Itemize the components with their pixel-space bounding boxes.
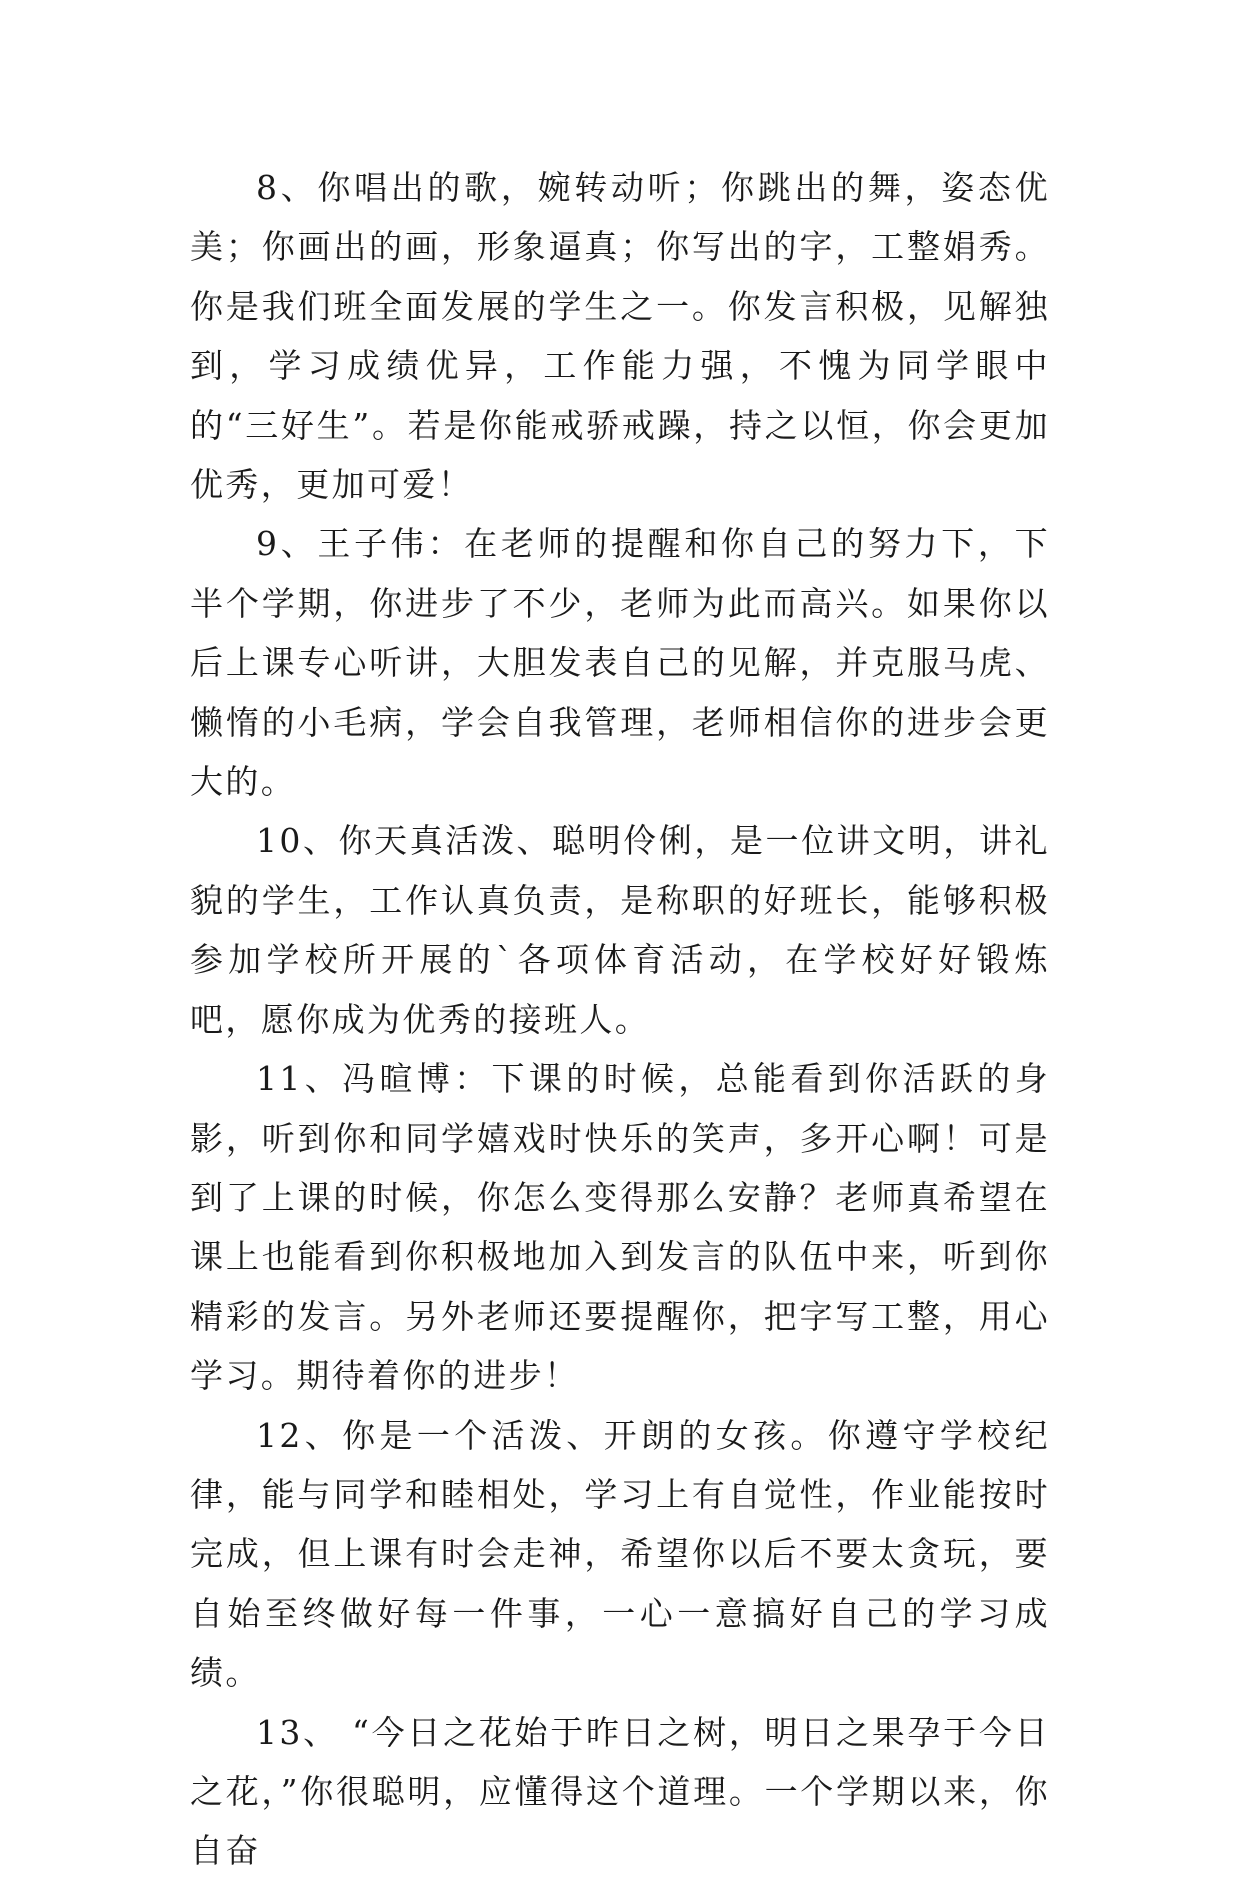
paragraph-8: 8、你唱出的歌，婉转动听；你跳出的舞，姿态优美；你画出的画，形象逼真；你写出的字，工整娟秀。你是我们班全面发展的学生之一。你发言积极，见解独到，学习成绩优异，工作能力强，不愧为同学眼中的“三好生”。若是你能戒骄戒躁，持之以恒，你会更加优秀，更加可爱！ — [190, 168, 1050, 505]
paragraph-11: 11、冯暄博：下课的时候，总能看到你活跃的身影，听到你和同学嬉戏时快乐的笑声，多开心啊！可是到了上课的时候，你怎么变得那么安静？老师真希望在课上也能看到你积极地加入到发言的队伍中来，听到你精彩的发言。另外老师还要提醒你，把字写工整，用心学习。期待着你的进步！ — [190, 1059, 1050, 1396]
paragraph-12: 12、你是一个活泼、开朗的女孩。你遵守学校纪律，能与同学和睦相处，学习上有自觉性，作业能按时完成，但上课有时会走神，希望你以后不要太贪玩，要自始至终做好每一件事，一心一意搞好自己的学习成绩。 — [190, 1415, 1050, 1693]
paragraph-10: 10、你天真活泼、聪明伶俐，是一位讲文明，讲礼貌的学生，工作认真负责，是称职的好班长，能够积极参加学校所开展的`各项体育活动，在学校好好锻炼吧，愿你成为优秀的接班人。 — [190, 821, 1050, 1039]
document-body — [190, 158, 1050, 1881]
paragraph-9: 9、王子伟：在老师的提醒和你自己的努力下，下半个学期，你进步了不少，老师为此而高兴。如果你以后上课专心听讲，大胆发表自己的见解，并克服马虎、懒惰的小毛病，学会自我管理，老师相信你的进步会更大的。 — [190, 524, 1050, 802]
paragraph-13: 13、 “今日之花始于昨日之树，明日之果孕于今日之花，”你很聪明，应懂得这个道理。一个学期以来，你自奋 — [190, 1712, 1050, 1871]
